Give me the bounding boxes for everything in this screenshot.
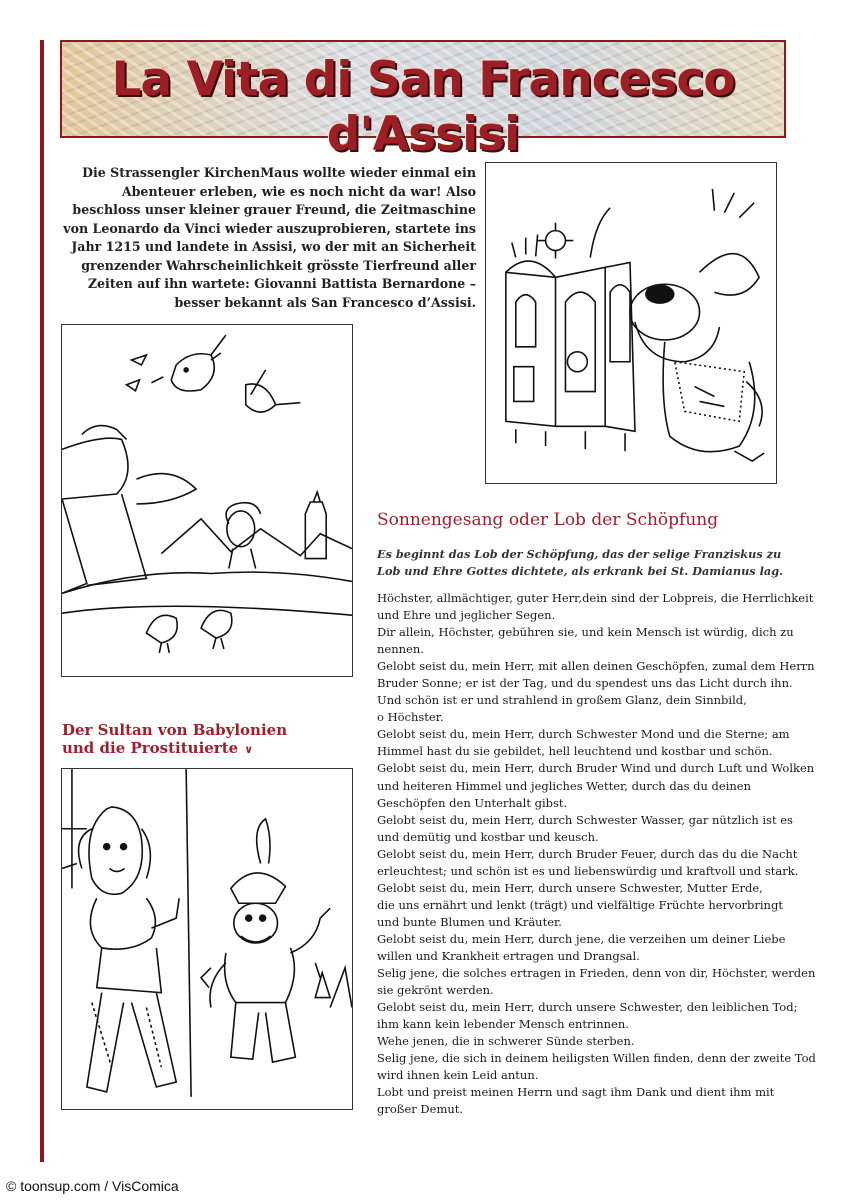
copyright-credit: © toonsup.com / VisComica bbox=[6, 1178, 179, 1194]
francis-birds-illustration bbox=[62, 325, 352, 676]
section-heading-sultan bbox=[62, 721, 287, 759]
comic-panel-time-machine bbox=[485, 162, 777, 484]
poem-line: Gelobt seist du, mein Herr, durch Bruder Feuer, durch das du die Nacht erleuchtest; und schön ist es und liebenswürdig und kraftvoll und stark. bbox=[377, 846, 799, 878]
sonnengesang-text bbox=[377, 590, 817, 1118]
chevron-down-icon: ∨ bbox=[244, 743, 254, 756]
poem-line: Gelobt seist du, mein Herr, durch Schwester Mond und die Sterne; am Himmel hast du sie gebildet, hell leuchtend und kostbar und schön. bbox=[377, 727, 790, 759]
page-title: La Vita di San Francesco d'Assisi bbox=[111, 52, 735, 162]
sultan-heading-line-2: und die Prostituierte bbox=[62, 739, 239, 757]
poem-line: Selig jene, die solches ertragen in Frieden, denn von dir, Höchster, werden sie gekrönt werden. bbox=[377, 966, 816, 998]
poem-line: Gelobt seist du, mein Herr, durch unsere Schwester, Mutter Erde, bbox=[377, 880, 763, 895]
poem-line: o Höchster. bbox=[377, 710, 444, 725]
poem-line: Gelobt seist du, mein Herr, durch Schwester Wasser, gar nützlich ist es und demütig und kostbar und keusch. bbox=[377, 812, 793, 844]
poem-line: die uns ernährt und lenkt (trägt) und vielfältige Früchte hervorbringt bbox=[377, 897, 783, 912]
poem-line: Und schön ist er und strahlend in großem Glanz, dein Sinnbild, bbox=[377, 693, 747, 708]
poem-line: Dir allein, Höchster, gebühren sie, und kein Mensch ist würdig, dich zu nennen. bbox=[377, 625, 794, 657]
time-machine-illustration bbox=[486, 163, 776, 483]
comic-panel-francis-birds bbox=[61, 324, 353, 677]
intro-paragraph: Die Strassengler KirchenMaus wollte wieder einmal ein Abenteuer erleben, wie es noch nicht da war! Also beschloss unser kleiner grauer Freund, die Zeitmaschine von Leonardo da Vinci wieder auszuprobieren, startete ins Jahr 1215 und landete in Assisi, wo der mit an Sicherheit grenzender Wahrscheinlichkeit grösste Tierfreund aller Zeiten auf ihn wartete: Giovanni Battista Bernardone – besser bekannt als San Francesco d’Assisi. bbox=[63, 165, 476, 310]
sonnengesang-lead: Es beginnt das Lob der Schöpfung, das der selige Franziskus zu Lob und Ehre Gottes dichtete, als erkrank bei St. Damianus lag. bbox=[377, 547, 784, 578]
poem-line: Gelobt seist du, mein Herr, durch Bruder Wind und durch Luft und Wolken und heiteren Himmel und jegliches Wetter, durch das du deinen Geschöpfen den Unterhalt gibst. bbox=[377, 761, 815, 810]
page-margin-rule bbox=[40, 40, 44, 1162]
poem-line: Gelobt seist du, mein Herr, mit allen deinen Geschöpfen, zumal dem Herrn Bruder Sonne; er ist der Tag, und du spendest uns das Licht durch ihn. bbox=[377, 659, 815, 691]
poem-line: Höchster, allmächtiger, guter Herr,dein sind der Lobpreis, die Herrlichkeit und Ehre und jeglicher Segen. bbox=[377, 591, 814, 623]
sultan-illustration bbox=[62, 769, 352, 1109]
poem-line: Selig jene, die sich in deinem heiligsten Willen finden, denn der zweite Tod wird ihnen kein Leid antun. bbox=[377, 1051, 816, 1083]
poem-line: Gelobt seist du, mein Herr, durch jene, die verzeihen um deiner Liebe willen und Krankheit ertragen und Drangsal. bbox=[377, 931, 786, 963]
comic-panel-sultan bbox=[61, 768, 353, 1110]
sultan-heading-line-1: Der Sultan von Babylonien bbox=[62, 721, 288, 739]
poem-line: Gelobt seist du, mein Herr, durch unsere Schwester, den leiblichen Tod; ihm kann kein lebender Mensch entrinnen. bbox=[377, 1000, 798, 1032]
section-heading-sonnengesang: Sonnengesang oder Lob der Schöpfung bbox=[377, 510, 719, 530]
poem-line: und bunte Blumen und Kräuter. bbox=[377, 914, 562, 929]
poem-line: Lobt und preist meinen Herrn und sagt ihm Dank und dient ihm mit großer Demut. bbox=[377, 1085, 775, 1117]
title-banner bbox=[60, 40, 786, 162]
poem-line: Wehe jenen, die in schwerer Sünde sterben. bbox=[377, 1034, 635, 1049]
